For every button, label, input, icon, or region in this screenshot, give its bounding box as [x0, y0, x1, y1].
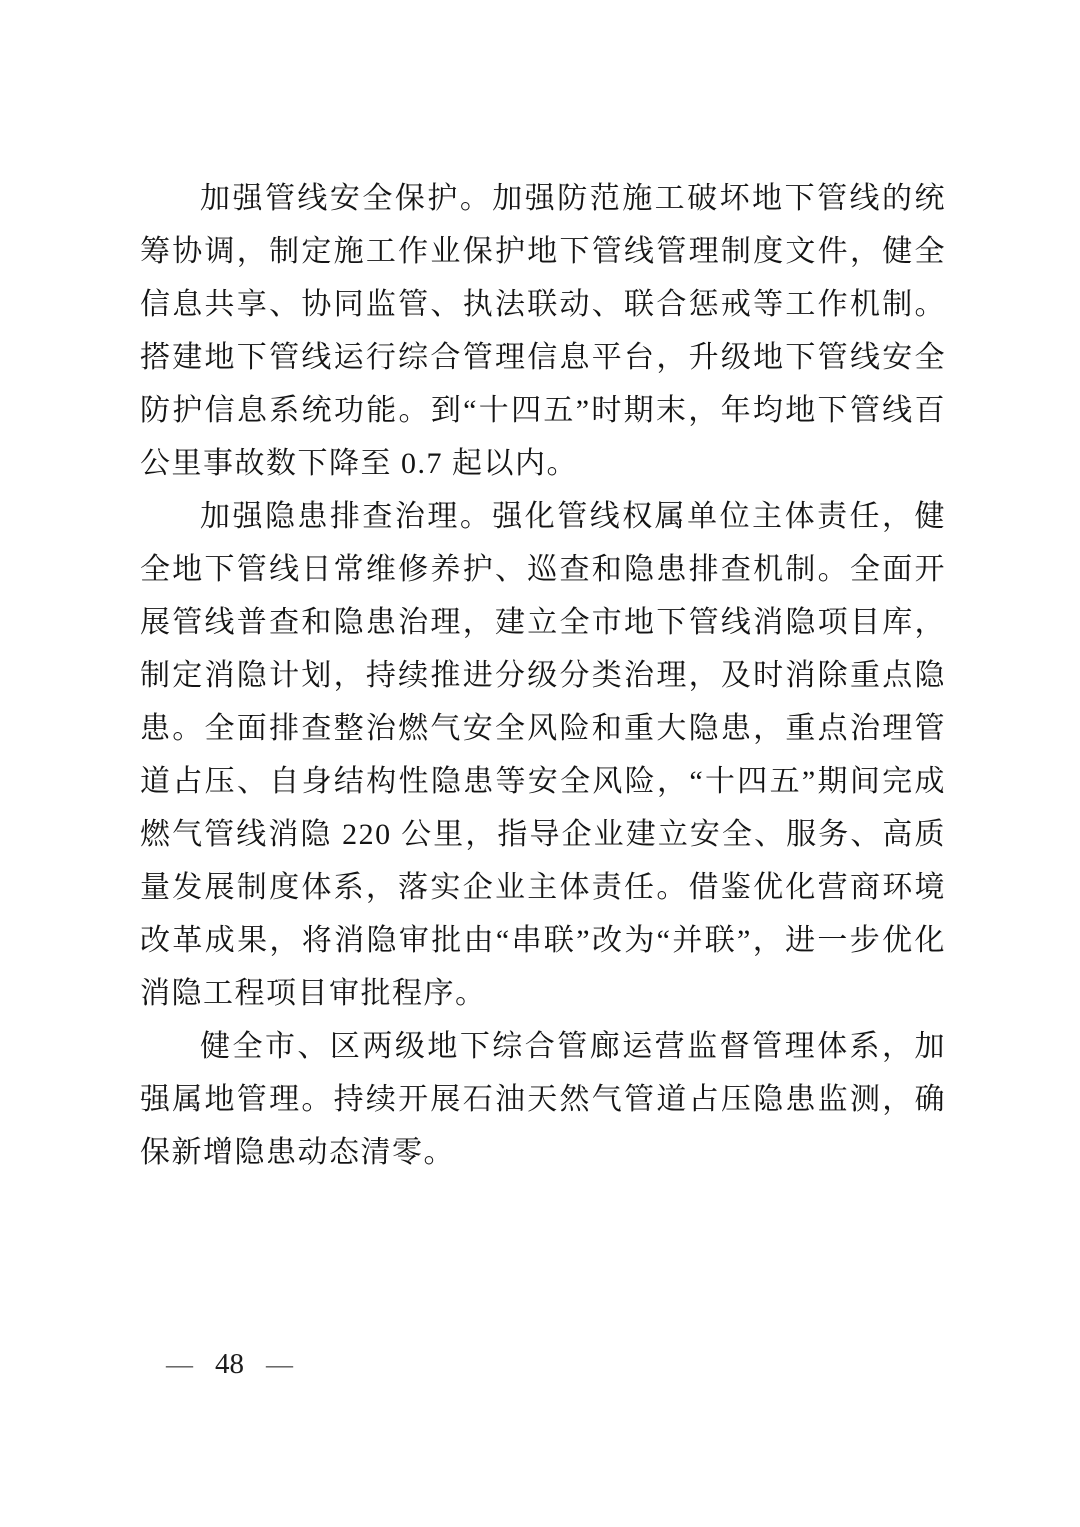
paragraph-utility-tunnel-supervision: 健全市、区两级地下综合管廊运营监督管理体系，加强属地管理。持续开展石油天然气管道占压隐患监测，确保新增隐患动态清零。: [140, 1030, 946, 1169]
page-number: 48: [215, 1348, 244, 1380]
paragraph-hazard-investigation-treatment: 加强隐患排查治理。强化管线权属单位主体责任，健全地下管线日常维修养护、巡查和隐患排查机制。全面开展管线普查和隐患治理，建立全市地下管线消隐项目库，制定消隐计划，持续推进分级分类治理，及时消除重点隐患。全面排查整治燃气安全风险和重大隐患，重点治理管道占压、自身结构性隐患等安全风险，“十四五”期间完成燃气管线消隐 220 公里，指导企业建立安全、服务、高质量发展制度体系，落实企业主体责任。借鉴优化营商环境改革成果，将消隐审批由“串联”改为“并联”，进一步优化消隐工程项目审批程序。: [140, 500, 946, 1010]
document-body: [140, 172, 946, 1179]
page-number-dash-right: —: [266, 1349, 293, 1379]
page-footer: [166, 1348, 293, 1381]
paragraph-pipeline-safety-protection: 加强管线安全保护。加强防范施工破坏地下管线的统筹协调，制定施工作业保护地下管线管理制度文件，健全信息共享、协同监管、执法联动、联合惩戒等工作机制。搭建地下管线运行综合管理信息平台，升级地下管线安全防护信息系统功能。到“十四五”时期末，年均地下管线百公里事故数下降至 0.7 起以内。: [140, 182, 946, 480]
page-number-dash-left: —: [166, 1349, 193, 1379]
